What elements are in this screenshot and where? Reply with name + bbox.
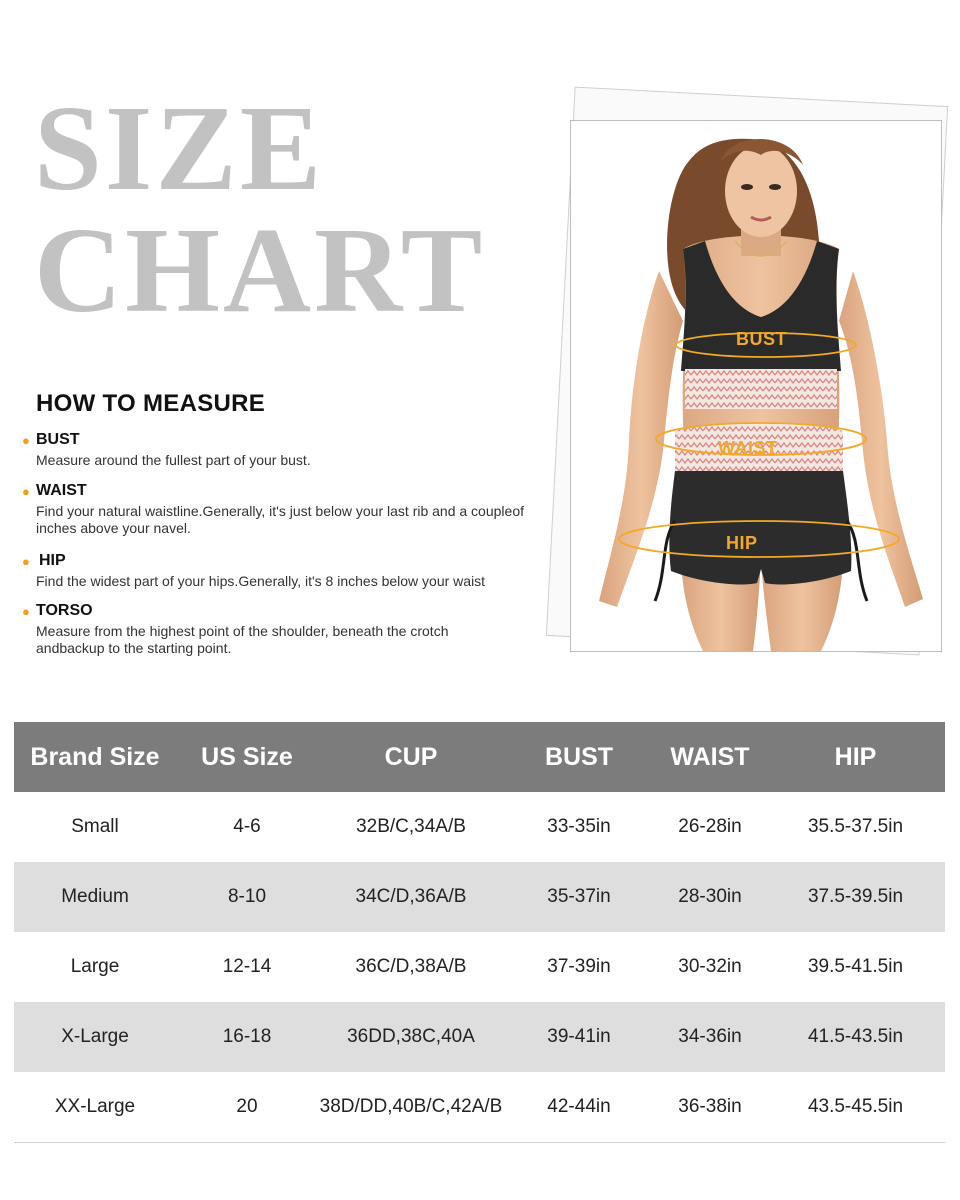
- bullet-icon: ●: [22, 553, 30, 569]
- measure-item-name: TORSO: [36, 602, 93, 619]
- table-row: [14, 1072, 945, 1143]
- table-cell: Medium: [14, 862, 176, 932]
- bust-label: BUST: [736, 329, 787, 349]
- table-cell: 36C/D,38A/B: [355, 956, 467, 977]
- table-cell: 8-10: [176, 862, 318, 932]
- table-cell: 38D/DD,40B/C,42A/B: [318, 1072, 504, 1143]
- table-cell: 36-38in: [654, 1072, 766, 1143]
- table-cell: Small: [71, 816, 119, 837]
- measure-item-name: HIP: [39, 552, 66, 569]
- header-us-size: US Size: [176, 722, 318, 792]
- bullet-icon: ●: [22, 432, 30, 448]
- measure-item-desc: Find your natural waistline.Generally, it's just below your last rib and a coupleof inches above your navel.: [36, 503, 524, 536]
- measure-item-bust: [22, 431, 562, 469]
- table-cell: 43.5-45.5in: [766, 1072, 945, 1143]
- table-cell: 33-35in: [547, 816, 611, 837]
- table-cell: 28-30in: [654, 862, 766, 932]
- table-cell: XX-Large: [14, 1072, 176, 1143]
- measure-item-desc: Measure around the fullest part of your bust.: [36, 452, 311, 468]
- table-cell: 37-39in: [547, 956, 611, 977]
- measure-item-name: BUST: [36, 431, 80, 448]
- table-cell: 36DD,38C,40A: [318, 1002, 504, 1072]
- table-cell: 41.5-43.5in: [766, 1002, 945, 1072]
- header-brand-size: Brand Size: [14, 722, 176, 792]
- header-bust: BUST: [504, 722, 654, 792]
- table-cell: Large: [70, 956, 120, 977]
- table-row: [14, 932, 945, 1002]
- measure-item-desc: Measure from the highest point of the shoulder, beneath the crotch andbackup to the starting point.: [36, 623, 449, 656]
- table-cell: 4-6: [233, 816, 261, 837]
- measure-item-desc: Find the widest part of your hips.Generally, it's 8 inches below your waist: [36, 573, 486, 589]
- table-cell: 32B/C,34A/B: [356, 816, 466, 837]
- table-cell: 30-32in: [678, 956, 742, 977]
- bullet-icon: ●: [22, 483, 30, 499]
- table-cell: 12-14: [222, 956, 272, 977]
- table-header-row: [14, 722, 945, 792]
- table-cell: 35-37in: [504, 862, 654, 932]
- how-to-measure-heading: HOW TO MEASURE: [36, 390, 266, 417]
- table-cell: 39-41in: [504, 1002, 654, 1072]
- table-cell: 20: [176, 1072, 318, 1143]
- table-cell: X-Large: [14, 1002, 176, 1072]
- table-row: [14, 862, 945, 932]
- table-cell: 34-36in: [654, 1002, 766, 1072]
- title-line-2: CHART: [34, 203, 486, 338]
- bullet-icon: ●: [22, 603, 30, 619]
- table-cell: 34C/D,36A/B: [318, 862, 504, 932]
- table-cell: 35.5-37.5in: [807, 816, 904, 837]
- hip-label: HIP: [726, 533, 758, 553]
- title-line-1: SIZE: [34, 81, 325, 216]
- waist-label: WAIST: [718, 438, 778, 458]
- table-cell: 26-28in: [678, 816, 742, 837]
- table-cell: 37.5-39.5in: [766, 862, 945, 932]
- model-figure: [571, 121, 941, 651]
- measure-item-hip: [22, 552, 562, 590]
- table-cell: 39.5-41.5in: [807, 956, 904, 977]
- size-table: [14, 722, 945, 1143]
- table-cell: 42-44in: [504, 1072, 654, 1143]
- table-cell: 16-18: [176, 1002, 318, 1072]
- model-photo-frame: [570, 120, 942, 652]
- header-hip: HIP: [766, 722, 945, 792]
- measure-item-waist: [22, 482, 562, 537]
- measure-item-name: WAIST: [36, 482, 87, 499]
- header-waist: WAIST: [654, 722, 766, 792]
- measure-item-torso: [22, 602, 562, 657]
- table-row: [14, 1002, 945, 1072]
- table-row: [14, 792, 945, 862]
- header-cup: CUP: [318, 722, 504, 792]
